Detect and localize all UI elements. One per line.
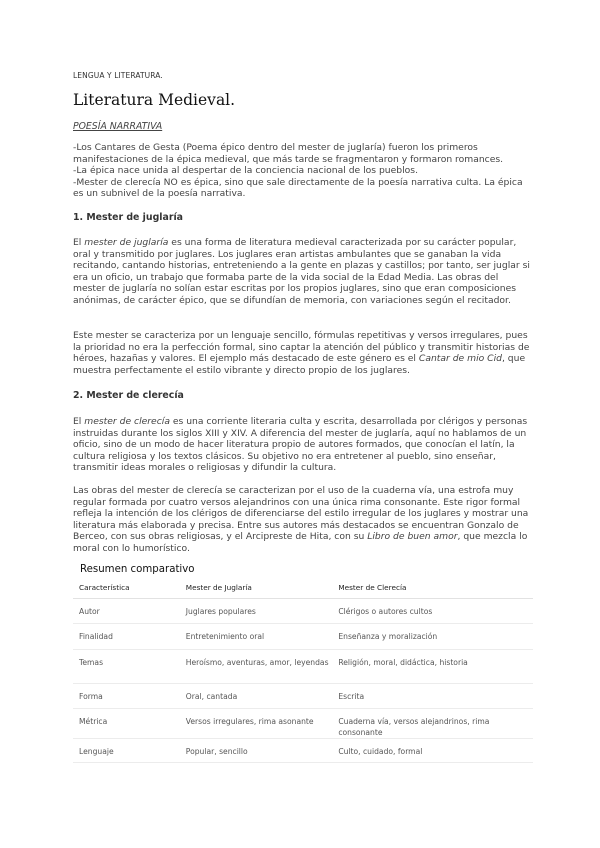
term-mester-clerecia: mester de clerecía [84,416,170,427]
intro-block [73,142,531,200]
table-row [73,624,533,650]
table-cell: Lenguaje [79,747,114,756]
section-subheading: POESÍA NARRATIVA [73,121,163,132]
table-header-row [73,576,533,599]
course-label: LENGUA Y LITERATURA. [73,71,163,80]
table-cell: Oral, cantada [185,692,238,701]
paragraph: El mester de clerecía es una corriente literaria culta y escrita, desarrollada por clérigos y personas instruidas durante los siglos XIII y XIV. A diferencia del mester de juglaría, aquí no hablamos de un oficio, sino de un modo de hacer literatura propio de autores formados, que conocían el latín, la cultura religiosa y los textos clásicos. Su objetivo no era entretener al pueblo, sino enseñar, transmitir ideas morales o religiosas y difundir la cultura. [73,416,528,474]
table-cell: Juglares populares [185,607,256,616]
comparison-table [73,576,533,763]
table-cell: Autor [79,607,100,616]
table-row [73,599,533,624]
table-cell: Escrita [338,692,365,701]
table-cell: Clérigos o autores cultos [338,607,433,616]
paragraph: El mester de juglaría es una forma de literatura medieval caracterizada por su carácter popular, oral y transmitido por juglares. Los juglares eran artistas ambulantes que se ganaban la vida recitando, cantando historias, entreteniendo a la gente en plazas y castillos; por tanto, ser juglar si era un oficio, un trabajo que formaba parte de la vida social de la Edad Media. Las obras del mester de juglaría no solían estar escritas por los propios juglares, sino que eran composiciones anónimas, de carácter épico, que se difundían de memoria, con variaciones según el recitador. [73,237,530,306]
table-cell: Enseñanza y moralización [338,632,438,641]
table-cell: Entretenimiento oral [185,632,265,641]
table-row [73,650,533,684]
table-cell: Popular, sencillo [185,747,248,756]
section-heading-juglaria: 1. Mester de juglaría [73,212,183,223]
table-cell: Cuaderna vía, versos alejandrinos, rima consonante [338,717,490,737]
column-header: Característica [73,576,180,599]
table-cell: Heroísmo, aventuras, amor, leyendas [185,658,329,667]
table-cell: Forma [79,692,103,701]
table-row [73,684,533,709]
table-row [73,709,533,739]
work-title: Cantar de mio Cid [418,353,502,365]
table-cell: Versos irregulares, rima asonante [185,717,314,726]
table-cell: Temas [79,658,104,667]
paragraph: Las obras del mester de clerecía se caracterizan por el uso de la cuaderna vía, una estrofa muy regular formada por cuatro versos alejandrinos con una única rima consonante. Este rigor formal refleja la intención de los clérigos de diferenciarse del estilo irregular de los juglares y mostrar una literatura más elaborada y precisa. Entre sus autores más destacados se encuentran Gonzalo de Berceo, con sus obras religiosas, y el Arcipreste de Hita, con su Libro de buen amor, que mezcla lo moral con lo humorístico. [73,485,529,554]
table-cell: Culto, cuidado, formal [338,747,423,756]
table-cell: Métrica [79,717,108,726]
table-row [73,739,533,763]
column-header: Mester de Clerecía [332,576,533,599]
table-cell: Finalidad [79,632,113,641]
intro-line: -La épica nace unida al despertar de la conciencia nacional de los pueblos. [73,165,418,177]
table-cell: Religión, moral, didáctica, historia [338,658,468,667]
intro-line: -Los Cantares de Gesta (Poema épico dentro del mester de juglaría) fueron los primeros manifestaciones de la épica medieval, que más tarde se fragmentaron y formaron romances. [73,142,504,165]
intro-line: -Mester de clerecía NO es épica, sino que sale directamente de la poesía narrativa culta. La épica es un subnivel de la poesía narrativa. [73,176,523,200]
table-title: Resumen comparativo [80,564,195,575]
term-mester-juglaria: mester de juglaría [84,237,169,248]
page-title: Literatura Medieval. [73,91,236,109]
work-title: Libro de buen amor [367,531,458,543]
section-heading-clerecia: 2. Mester de clerecía [73,390,184,401]
column-header: Mester de Juglaría [180,576,333,599]
paragraph: Este mester se caracteriza por un lenguaje sencillo, fórmulas repetitivas y versos irregulares, pues la prioridad no era la perfección formal, sino captar la atención del público y transmitir historias de héroes, hazañas y valores. El ejemplo más destacado de este género es el Cantar de mio Cid, que muestra perfectamente el estilo vibrante y directo propio de los juglares. [73,330,530,376]
